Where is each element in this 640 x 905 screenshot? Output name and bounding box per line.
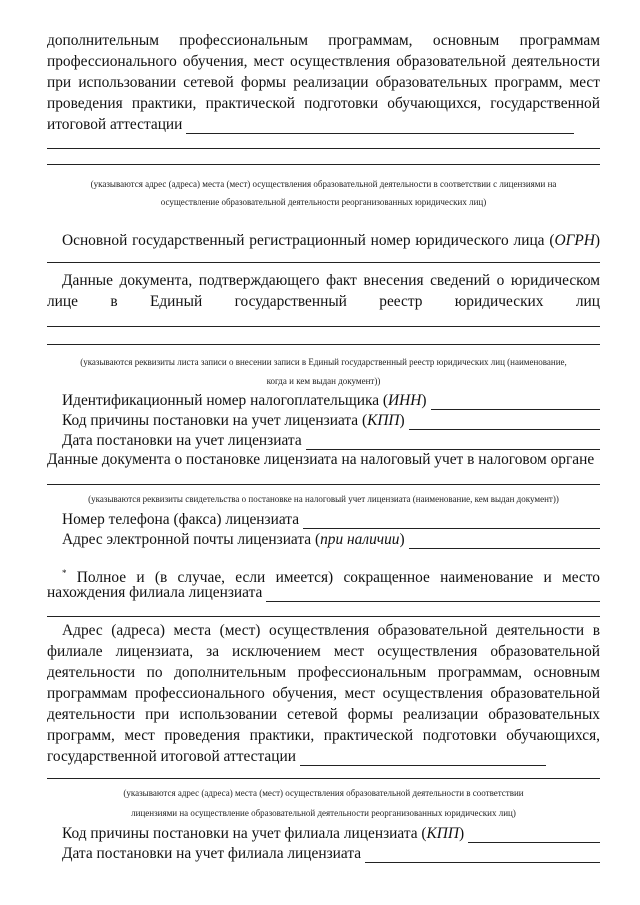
address-field-line-2[interactable] [47, 164, 600, 165]
inn-label: Идентификационный номер налогоплательщика (ИНН) [62, 392, 427, 409]
branch-registration-date-label: Дата постановки на учет филиала лицензиата [62, 845, 362, 862]
egrul-field-line-2[interactable] [47, 344, 600, 345]
branch-address-line-4: программам профессионального обучения, мест осуществления образовательной [47, 685, 600, 702]
branch-address-line-3: деятельности по дополнительным профессиональным программам, основным [47, 664, 600, 681]
branch-address-note-line-2: лицензиями на осуществление образовательной деятельности реорганизованных юридических лиц) [131, 808, 516, 818]
branch-address-line-6: программ, мест проведения практики, практической подготовки обучающихся, [47, 727, 600, 744]
branch-address-line-5: деятельности при использовании сетевой формы реализации образовательных [47, 706, 600, 723]
branch-kpp-label: Код причины постановки на учет филиала лицензиата (КПП) [62, 825, 465, 842]
top-paragraph-line-4: проведения практики, практической подготовки обучающихся, государственной [47, 95, 600, 112]
branch-name-field[interactable] [266, 587, 600, 602]
phone-row [62, 511, 600, 529]
top-paragraph-line-2: профессионального обучения, мест осуществления образовательной деятельности [47, 53, 600, 70]
tax-document-label: Данные документа о постановке лицензиата на налоговый учет в налоговом органе [47, 451, 595, 468]
phone-field[interactable] [303, 514, 600, 529]
kpp-label: Код причины постановки на учет лицензиата (КПП) [62, 412, 405, 429]
branch-kpp-field[interactable] [468, 828, 600, 843]
branch-name-label-line-2: нахождения филиала лицензиата [47, 584, 263, 601]
branch-registration-date-row [62, 845, 600, 863]
branch-address-line-2: филиале лицензиата, за исключением мест осуществления образовательной [47, 643, 600, 660]
registration-date-field[interactable] [306, 435, 600, 450]
address-note-line-1: (указываются адрес (адреса) места (мест) осуществления образовательной деятельности в соответствии с лицензиями на [90, 179, 557, 189]
branch-name-row [47, 584, 600, 602]
phone-label: Номер телефона (факса) лицензиата [62, 511, 300, 528]
address-field-line-1[interactable] [47, 148, 600, 149]
tax-document-note: (указываются реквизиты свидетельства о постановке на налоговый учет лицензиата (наименование, кем выдан документ)) [88, 494, 559, 504]
egrul-note-line-2: когда и кем выдан документ)) [266, 376, 381, 386]
top-paragraph-line-1: дополнительным профессиональным программам, основным программам [47, 32, 600, 49]
footnote-mark: * [62, 568, 67, 578]
email-label: Адрес электронной почты лицензиата (при наличии) [62, 531, 405, 548]
top-paragraph-line-3: при использовании сетевой формы реализации образовательных программ, мест [47, 74, 600, 91]
egrul-note-line-1: (указываются реквизиты листа записи о внесении записи в Единый государственный реестр юридических лиц (наименование, [80, 357, 567, 367]
ogrn-label: Основной государственный регистрационный номер юридического лица (ОГРН) [62, 232, 600, 249]
address-note-line-2: осуществление образовательной деятельности реорганизованных юридических лиц) [160, 197, 487, 207]
kpp-field[interactable] [409, 415, 600, 430]
email-row [62, 531, 600, 549]
registration-date-row [62, 432, 600, 450]
branch-address-line-1: Адрес (адреса) места (мест) осуществления образовательной деятельности в [62, 622, 600, 639]
egrul-label-line-2: лице в Единый государственный реестр юридических лиц [47, 293, 600, 310]
ogrn-field[interactable] [47, 262, 600, 263]
branch-attestation-label: государственной итоговой аттестации [47, 748, 296, 765]
email-field[interactable] [409, 534, 600, 549]
branch-attestation-field[interactable] [300, 751, 546, 766]
branch-registration-date-field[interactable] [365, 848, 600, 863]
final-attestation-label: итоговой аттестации [47, 116, 183, 133]
branch-attestation-row [47, 748, 600, 766]
final-attestation-field[interactable] [186, 119, 574, 134]
branch-name-field-line-2[interactable] [47, 616, 600, 617]
kpp-row [62, 412, 600, 430]
branch-name-label-line-1: * Полное и (в случае, если имеется) сокращенное наименование и место [62, 568, 600, 587]
branch-address-note-line-1: (указываются адрес (адреса) места (мест) осуществления образовательной деятельности в соответствии [123, 788, 524, 798]
branch-address-field[interactable] [47, 778, 600, 779]
registration-date-label: Дата постановки на учет лицензиата [62, 432, 302, 449]
inn-row [62, 392, 600, 410]
egrul-field-line-1[interactable] [47, 326, 600, 327]
tax-document-field[interactable] [47, 484, 600, 485]
final-attestation-row [47, 116, 600, 134]
branch-kpp-row [62, 825, 600, 843]
inn-field[interactable] [431, 395, 600, 410]
egrul-label-line-1: Данные документа, подтверждающего факт внесения сведений о юридическом [62, 272, 600, 289]
